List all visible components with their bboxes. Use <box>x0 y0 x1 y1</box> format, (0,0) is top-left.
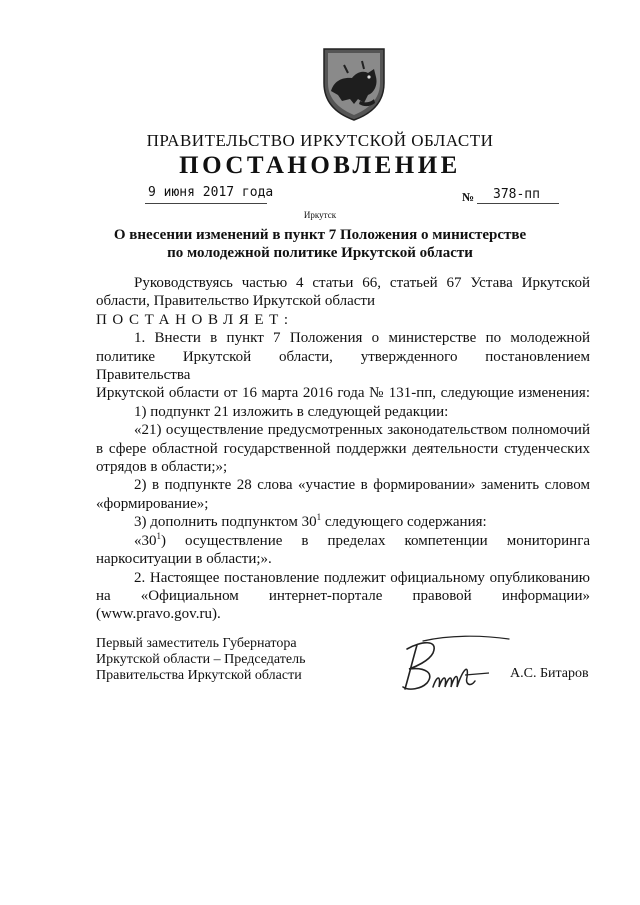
number-label: № <box>462 190 475 204</box>
signatory-name: А.С. Битаров <box>510 666 589 681</box>
paragraph-2-line-1: 2. Настоящее постановление подлежит официальному опубликованию <box>134 569 590 586</box>
subitem-2-line-2: «формирование»; <box>96 495 209 512</box>
decree-word: ПОСТАНОВЛЯЕТ: <box>96 311 294 328</box>
handwritten-signature-icon <box>393 633 511 695</box>
quote-30-1-line-2: наркоситуации в области;». <box>96 551 272 568</box>
signatory-position <box>96 636 356 684</box>
date-underline <box>145 203 267 204</box>
preamble-line-2: области, Правительство Иркутской области <box>96 293 375 310</box>
subitem-1: 1) подпункт 21 изложить в следующей редакции: <box>134 403 449 420</box>
paragraph-2-line-2: на «Официальном интернет-портале правовой информации» <box>96 587 590 604</box>
preamble-line-1: Руководствуясь частью 4 статьи 66, статьей 67 Устава Иркутской <box>134 275 590 291</box>
position-line-3: Правительства Иркутской области <box>96 668 302 683</box>
document-number: 378-пп <box>493 187 540 202</box>
paragraph-1-line-2: политике Иркутской области, утвержденного постановлением Правительства <box>96 348 590 384</box>
quote-21-line-3: отрядов в области;»; <box>96 459 228 476</box>
quote-21-line-1: «21) осуществление предусмотренных законодательством полномочий <box>134 422 590 439</box>
city: Иркутск <box>303 210 337 220</box>
document-date: 9 июня 2017 года <box>148 185 274 200</box>
document-title <box>0 226 640 262</box>
coat-of-arms-icon <box>318 43 390 121</box>
quote-30-1-line-1: «$30^1$) осуществление в пределах компетенции мониторинга <box>134 530 590 549</box>
quote-21-line-2: в сфере областной государственной поддержки деятельности студенческих <box>96 440 590 457</box>
paragraph-1-line-3: Иркутской области от 16 марта 2016 года № 131-пп, следующие изменения: <box>96 385 590 402</box>
position-line-2: Иркутской области – Председатель <box>96 652 306 667</box>
title-line-2: по молодежной политике Иркутской области <box>167 245 473 261</box>
document-type: ПОСТАНОВЛЕНИЕ <box>179 152 461 179</box>
subitem-2-line-1: 2) в подпункте 28 слова «участие в формировании» заменить словом <box>134 477 590 494</box>
position-line-1: Первый заместитель Губернатора <box>96 636 297 651</box>
document-body <box>96 274 590 624</box>
paragraph-2-line-3: (www.pravo.gov.ru). <box>96 606 221 623</box>
organization-name: ПРАВИТЕЛЬСТВО ИРКУТСКОЙ ОБЛАСТИ <box>146 131 494 150</box>
number-underline <box>477 203 559 204</box>
title-line-1: О внесении изменений в пункт 7 Положения о министерстве <box>113 227 527 243</box>
paragraph-1-line-1: 1. Внести в пункт 7 Положения о министерстве по молодежной <box>134 330 590 347</box>
subitem-3: 3) дополнить подпунктом $30^1$ следующего содержания: <box>134 512 487 531</box>
